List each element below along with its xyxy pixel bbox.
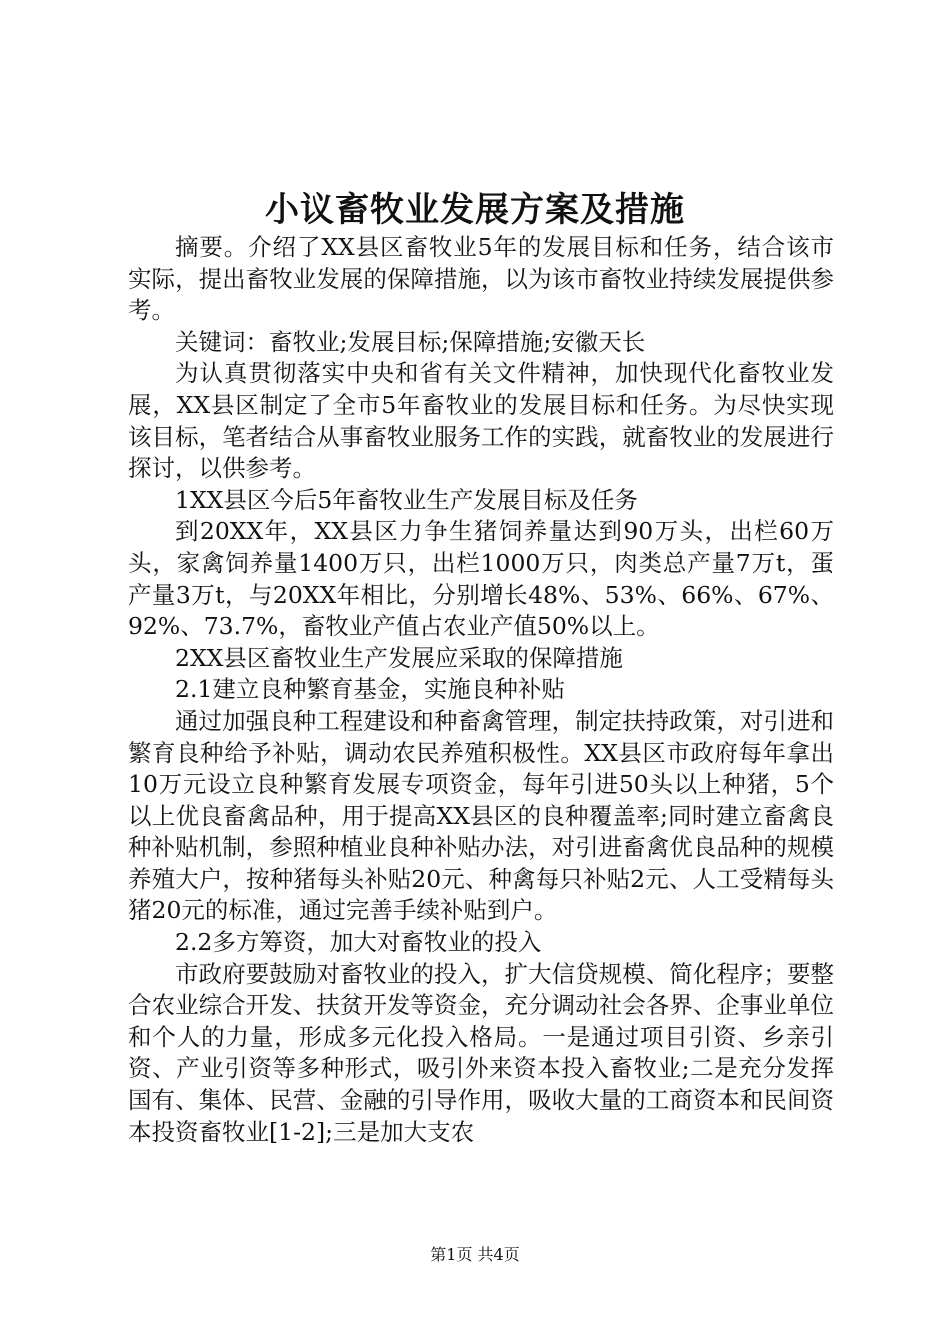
document-title: 小议畜牧业发展方案及措施 <box>265 190 685 230</box>
section-heading-2: 2XX县区畜牧业生产发展应采取的保障措施 <box>175 643 623 672</box>
subsection-heading-2-1: 2.1建立良种繁育基金，实施良种补贴 <box>175 675 565 704</box>
body-paragraph: 市政府要鼓励对畜牧业的投入，扩大信贷规模、简化程序；要整合农业综合开发、扶贫开发等资金，充分调动社会各界、企事业单位和个人的力量，形成多元化投入格局。一是通过项目引资、乡亲引资、产业引资等多种形式，吸引外来资本投入畜牧业;二是充分发挥国有、集体、民营、金融的引导作用，吸收大量的工商资本和民间资本投资畜牧业[1-2];三是加大支农 <box>128 959 834 1146</box>
abstract-paragraph: 摘要。介绍了XX县区畜牧业5年的发展目标和任务，结合该市实际，提出畜牧业发展的保障措施，以为该市畜牧业持续发展提供参考。 <box>128 233 834 325</box>
intro-paragraph: 为认真贯彻落实中央和省有关文件精神，加快现代化畜牧业发展，XX县区制定了全市5年畜牧业的发展目标和任务。为尽快实现该目标，笔者结合从事畜牧业服务工作的实践，就畜牧业的发展进行探讨，以供参考。 <box>128 359 834 483</box>
subsection-heading-2-2: 2.2多方筹资，加大对畜牧业的投入 <box>175 928 542 957</box>
section-heading-1: 1XX县区今后5年畜牧业生产发展目标及任务 <box>175 485 638 514</box>
body-paragraph: 到20XX年，XX县区力争生猪饲养量达到90万头，出栏60万头，家禽饲养量1400万只，出栏1000万只，肉类总产量7万t，蛋产量3万t，与20XX年相比，分别增长48%、53%、66%、67%、92%、73.7%，畜牧业产值占农业产值50%以上。 <box>128 517 834 641</box>
body-paragraph: 通过加强良种工程建设和种畜禽管理，制定扶持政策，对引进和繁育良种给予补贴，调动农民养殖积极性。XX县区市政府每年拿出10万元设立良种繁育发展专项资金，每年引进50头以上种猪，5个以上优良畜禽品种，用于提高XX县区的良种覆盖率;同时建立畜禽良种补贴机制，参照种植业良种补贴办法，对引进畜禽优良品种的规模养殖大户，按种猪每头补贴20元、种禽每只补贴2元、人工受精每头猪20元的标准，通过完善手续补贴到户。 <box>128 706 834 925</box>
keywords-paragraph: 关键词：畜牧业;发展目标;保障措施;安徽天长 <box>175 327 646 356</box>
document-body <box>128 232 834 1148</box>
page-footer: 第1页 共4页 <box>430 1245 520 1264</box>
